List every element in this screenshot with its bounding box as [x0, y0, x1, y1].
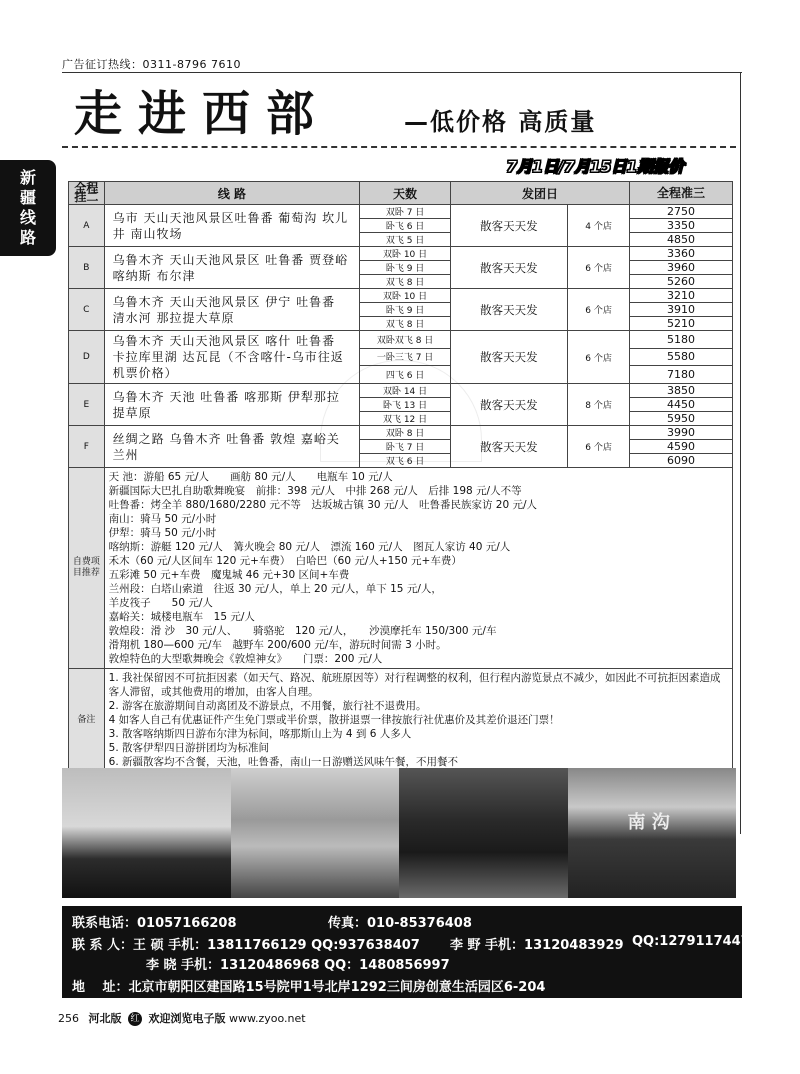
row-price: 5950 [630, 412, 733, 426]
right-divider [740, 72, 741, 834]
table-row [69, 247, 733, 261]
row-days: 双卧 10 日 [360, 289, 451, 303]
row-days: 卧飞 6 日 [360, 219, 451, 233]
row-price: 3990 [630, 426, 733, 440]
row-label: F [69, 426, 105, 468]
row-label: A [69, 205, 105, 247]
edition-label: 河北版 [88, 1012, 122, 1025]
row-price: 7180 [630, 366, 733, 384]
photo-mountain-lake [399, 768, 568, 898]
photo-lake-rock [231, 768, 400, 898]
selfpay-content [104, 468, 732, 669]
row-label: D [69, 331, 105, 384]
row-frequency: 散客天天发 [450, 289, 567, 331]
selfpay-line: 新疆国际大巴扎自助歌舞晚宴 前排：398 元/人 中排 268 元/人 后排 198 元/人不等 [108, 485, 522, 497]
selfpay-line: 羊皮筏子 50 元/人 [108, 597, 213, 609]
row-shops: 8 个店 [567, 384, 629, 426]
row-price: 3350 [630, 219, 733, 233]
note-line: 5. 散客伊犁四日游拼团均为标准间 [108, 742, 269, 754]
contact-person3: 李 晓 手机：13120486968 QQ：1480856997 [146, 958, 450, 973]
side-tab [0, 160, 56, 256]
top-divider [62, 72, 742, 73]
note-line: 4 如客人自己有优惠证件产生免门票或半价票，散拼退票一律按旅行社优惠价及其差价退还门票！ [108, 714, 560, 726]
row-days: 卧飞 9 日 [360, 261, 451, 275]
row-days: 卧飞 13 日 [360, 398, 451, 412]
date-banner: 7月1日/7月15日1期报价 [506, 157, 684, 176]
row-price: 5210 [630, 317, 733, 331]
selfpay-row [69, 468, 733, 669]
row-days: 双飞 12 日 [360, 412, 451, 426]
side-tab-char: 线 [19, 208, 36, 227]
row-route: 丝绸之路 乌鲁木齐 吐鲁番 敦煌 嘉峪关 兰州 [104, 426, 360, 468]
row-days: 卧飞 9 日 [360, 303, 451, 317]
header-label: 全程 挂二 [69, 182, 105, 205]
row-frequency: 散客天天发 [450, 384, 567, 426]
header-departure: 发团日 [450, 182, 629, 205]
row-shops: 6 个店 [567, 247, 629, 289]
selfpay-line: 敦煌特色的大型歌舞晚会《敦煌神女》 门票：200 元/人 [108, 653, 383, 665]
footer-text: 欢迎浏览电子版 [148, 1012, 226, 1025]
row-price: 3850 [630, 384, 733, 398]
header-price: 全程准三 [630, 182, 733, 205]
photo-strip [62, 768, 736, 898]
table-row [69, 289, 733, 303]
ad-hotline: 广告征订热线：0311-8796 7610 [62, 58, 241, 71]
table-row [69, 426, 733, 440]
selfpay-line: 吐鲁番：烤全羊 880/1680/2280 元不等 达坂城古镇 30 元/人 吐鲁番民族家访 20 元/人 [108, 499, 538, 511]
brand-badge-icon: 红 [128, 1012, 142, 1026]
row-route: 乌鲁木齐 天山天池风景区 伊宁 吐鲁番 清水河 那拉提大草原 [104, 289, 360, 331]
row-price: 3210 [630, 289, 733, 303]
table-row [69, 384, 733, 398]
header-route: 线 路 [104, 182, 360, 205]
price-table [68, 181, 733, 772]
contact-fax: 传真：010-85376408 [328, 916, 472, 931]
side-tab-char: 疆 [19, 188, 36, 207]
row-price: 3360 [630, 247, 733, 261]
contact-box [62, 906, 750, 998]
page-title: 走进西部 [74, 86, 331, 142]
row-price: 5180 [630, 331, 733, 349]
selfpay-lines [105, 468, 732, 668]
route-rows [69, 205, 733, 468]
row-label: C [69, 289, 105, 331]
row-price: 4450 [630, 398, 733, 412]
row-days: 双卧 14 日 [360, 384, 451, 398]
row-shops: 6 个店 [567, 289, 629, 331]
row-shops: 6 个店 [567, 331, 629, 384]
row-route: 乌鲁木齐 天山天池风景区 吐鲁番 贾登峪 喀纳斯 布尔津 [104, 247, 360, 289]
page-footer [58, 1010, 306, 1026]
row-route: 乌鲁木齐 天山天池风景区 喀什 吐鲁番 卡拉库里湖 达瓦昆（不含喀什-乌市往返机票价格） [104, 331, 360, 384]
selfpay-label-text: 自费项目推荐 [72, 557, 100, 578]
dashed-divider [62, 146, 736, 148]
row-price: 3910 [630, 303, 733, 317]
note-line: 3. 散客喀纳斯四日游布尔津为标间，喀那斯山上为 4 到 6 人多人 [108, 728, 412, 740]
row-days: 双飞 8 日 [360, 275, 451, 289]
note-content [104, 669, 732, 772]
selfpay-line: 天 池：游船 65 元/人 画舫 80 元/人 电瓶车 10 元/人 [108, 471, 393, 483]
row-shops: 4 个店 [567, 205, 629, 247]
canyon-caption: 南 沟 [627, 812, 670, 833]
row-price: 2750 [630, 205, 733, 219]
row-frequency: 散客天天发 [450, 247, 567, 289]
row-days: 一卧三飞 7 日 [360, 348, 451, 366]
contact-person2-qq: QQ:1279117447 [632, 934, 750, 949]
row-label: E [69, 384, 105, 426]
contact-person2: 李 野 手机：13120483929 [450, 938, 624, 953]
row-days: 双飞 8 日 [360, 317, 451, 331]
selfpay-line: 伊犁：骑马 50 元/小时 [108, 527, 217, 539]
row-days: 卧飞 7 日 [360, 440, 451, 454]
side-tab-char: 新 [19, 168, 36, 187]
row-price: 3960 [630, 261, 733, 275]
contact-address: 地 址：北京市朝阳区建国路15号院甲1号北岸1292三间房创意生活园区6-204 [72, 980, 546, 995]
page-subtitle: —低价格 高质量 [404, 108, 597, 136]
selfpay-line: 喀纳斯：游艇 120 元/人 篝火晚会 80 元/人 漂流 160 元/人 图瓦人家访 40 元/人 [108, 541, 511, 553]
row-label: B [69, 247, 105, 289]
note-line: 1. 我社保留因不可抗拒因素（如天气、路况、航班原因等）对行程调整的权利，但行程内游览景点不减少，如因此不可抗拒因素造成客人滞留，或其他费用的增加，由客人自理。 [108, 672, 721, 698]
row-days: 双飞 5 日 [360, 233, 451, 247]
row-frequency: 散客天天发 [450, 426, 567, 468]
note-label-text: 备注 [77, 714, 96, 725]
row-route: 乌鲁木齐 天池 吐鲁番 喀那斯 伊犁那拉提草原 [104, 384, 360, 426]
row-frequency: 散客天天发 [450, 331, 567, 384]
note-row [69, 669, 733, 772]
row-days: 双卧 10 日 [360, 247, 451, 261]
photo-canyon [568, 768, 737, 898]
table-row [69, 331, 733, 349]
table-header-row [69, 182, 733, 205]
selfpay-line: 南山：骑马 50 元/小时 [108, 513, 217, 525]
row-days: 双飞 6 日 [360, 454, 451, 468]
side-tab-char: 路 [19, 228, 36, 247]
note-label [69, 669, 105, 772]
note-line: 6. 新疆散客均不含餐，天池，吐鲁番，南山一日游赠送风味午餐，不用餐不 [108, 756, 458, 768]
row-price: 4590 [630, 440, 733, 454]
selfpay-line: 兰州段：白塔山索道 往返 30 元/人，单上 20 元/人，单下 15 元/人， [108, 583, 442, 595]
header-days: 天数 [360, 182, 451, 205]
contact-tel: 联系电话：01057166208 [72, 916, 237, 931]
row-price: 5580 [630, 348, 733, 366]
row-days: 双卧 7 日 [360, 205, 451, 219]
note-lines [105, 669, 732, 771]
row-frequency: 散客天天发 [450, 205, 567, 247]
photo-camels-gate [62, 768, 231, 898]
selfpay-line: 五彩滩 50 元+车费 魔鬼城 46 元+30 区间+车费 [108, 569, 350, 581]
selfpay-line: 滑翔机 180—600 元/车 越野车 200/600 元/车，游玩时间需 3 小时。 [108, 639, 447, 651]
row-shops: 6 个店 [567, 426, 629, 468]
row-days: 双卧 8 日 [360, 426, 451, 440]
footer-url[interactable]: www.zyoo.net [229, 1012, 306, 1025]
note-line: 2. 游客在旅游期间自动离团及不游景点，不用餐，旅行社不退费用。 [108, 700, 427, 712]
row-route: 乌市 天山天池风景区吐鲁番 葡萄沟 坎儿井 南山牧场 [104, 205, 360, 247]
selfpay-line: 敦煌段：滑 沙 30 元/人、 骑骆驼 120 元/人， 沙漠摩托车 150/300 元/车 [108, 625, 497, 637]
row-days: 四飞 6 日 [360, 366, 451, 384]
selfpay-line: 禾木（60 元/人区间车 120 元+车费） 白哈巴（60 元/人+150 元+车费） [108, 555, 462, 567]
row-price: 5260 [630, 275, 733, 289]
selfpay-label [69, 468, 105, 669]
row-price: 4850 [630, 233, 733, 247]
contact-person1: 联 系 人：王 硕 手机：13811766129 QQ:937638407 [72, 938, 420, 953]
table-row [69, 205, 733, 219]
selfpay-line: 嘉峪关：城楼电瓶车 15 元/人 [108, 611, 255, 623]
page-number: 256 [58, 1012, 79, 1025]
row-price: 6090 [630, 454, 733, 468]
row-days: 双卧双飞 8 日 [360, 331, 451, 349]
